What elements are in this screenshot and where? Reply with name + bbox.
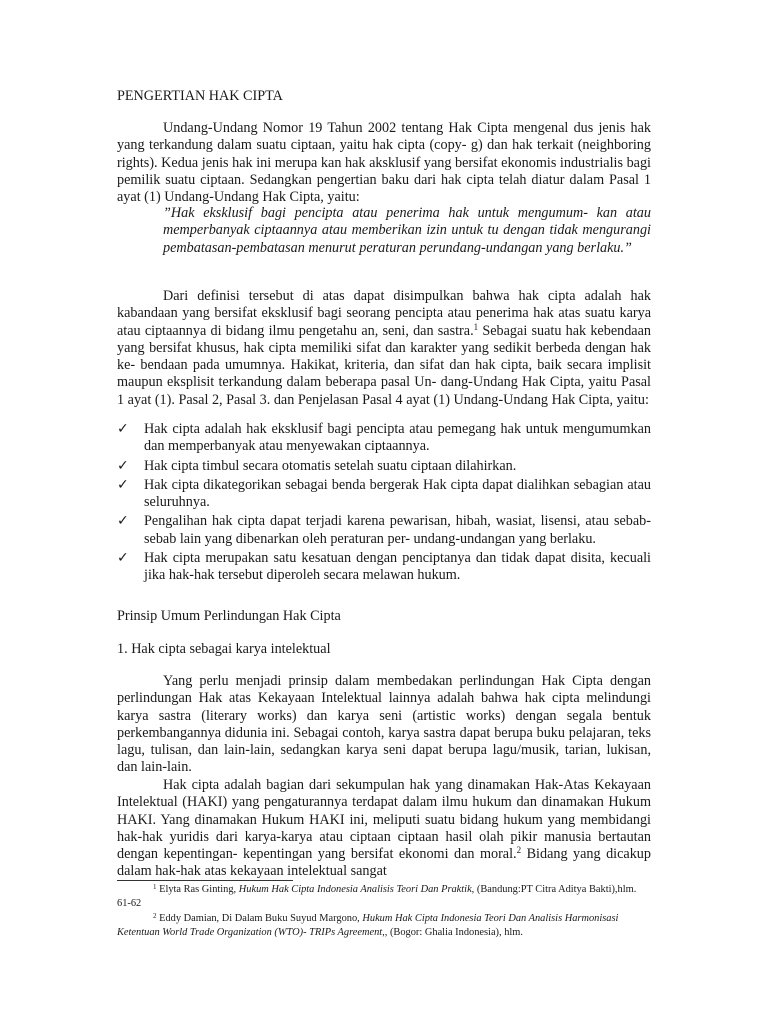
footnote-2: [117, 912, 651, 941]
footnote-1-number: 1: [153, 883, 157, 891]
checkmark-icon: ✓: [117, 457, 129, 474]
checklist-item-text: Hak cipta adalah hak eksklusif bagi pencipta atau pemegang hak untuk mengumumkan dan memperbanyak atau menyewakan ciptaannya.: [144, 421, 651, 455]
footnote-2-author: Eddy Damian, Di Dalam Buku Suyud Margono,: [156, 912, 363, 924]
checklist-item-text: Hak cipta timbul secara otomatis setelah suatu ciptaan dilahirkan.: [144, 457, 517, 474]
paragraph-conclusion: [117, 288, 651, 409]
checklist-item: [117, 550, 651, 585]
checkmark-icon: ✓: [117, 476, 129, 493]
footnote-ref-2: 2: [516, 845, 522, 856]
paragraph-haki: [117, 777, 651, 881]
footnote-2-number: 2: [153, 911, 157, 920]
section-heading-prinsip: Prinsip Umum Perlindungan Hak Cipta: [117, 608, 341, 624]
document-title: PENGERTIAN HAK CIPTA: [117, 88, 283, 104]
paragraph-intro: Undang-Undang Nomor 19 Tahun 2002 tentang Hak Cipta mengenal dus jenis hak yang terkandung dalam suatu ciptaan, yaitu hak cipta (copy- g) dan hak terkait (neighboring rights). Kedua jenis hak ini merupa kan hak aksklusif yang bersifat ekonomis industrialis bagi pemilik suatu ciptaan. Sedangkan pengertian baku dari hak cipta telah diatur dalam Pasal 1 ayat (1) Undang-Undang Hak Cipta, yaitu:: [117, 120, 651, 206]
footnote-1-publisher: (Bandung:PT Citra Aditya Bakti),hlm. 61-62: [117, 884, 637, 910]
blockquote-definition: ”Hak eksklusif bagi pencipta atau penerima hak untuk mengumum- kan atau memperbanyak ciptaannya atau memberikan izin untuk tu dengan tidak mengurangi pembatasan-pembatasan menurut peraturan perundang-undangan yang berlaku.”: [163, 205, 651, 256]
paragraph-conclusion-text-b: Sebagai suatu hak kebendaan yang bersifat khusus, hak cipta memiliki sifat dan karakter yang sedikit berbeda dengan hak ke- bendaan pada umumnya. Hakikat, kriteria, dan sifat dan hak cipta, baik secara implisit maupun eksplisit terkandung dalam beberapa pasal Un- dang-Undang Hak Cipta, yaitu Pasal 1 ayat (1). Pasal 2, Pasal 3. dan Penjelasan Pasal 4 ayat (1) Undang-Undang Hak Cipta, yaitu:: [117, 322, 651, 408]
footnote-1-title: Hukum Hak Cipta Indonesia Analisis Teori Dan Praktik,: [238, 884, 475, 895]
footnote-separator: [117, 880, 293, 881]
checklist-item-text: Pengalihan hak cipta dapat terjadi karena pewarisan, hibah, wasiat, lisensi, atau sebab-sebab lain yang dibenarkan oleh peraturan per- undang-undangan yang berlaku.: [144, 513, 651, 547]
checkmark-icon: ✓: [117, 513, 129, 530]
footnote-2-publisher: , (Bogor: Ghalia Indonesia), hlm.: [384, 927, 523, 939]
checklist-item: [117, 513, 651, 548]
checklist: [117, 421, 651, 587]
paragraph-principle: Yang perlu menjadi prinsip dalam membedakan perlindungan Hak Cipta dengan perlindungan Hak atas Kekayaan Intelektual lainnya adalah bahwa hak cipta melindungi karya sastra (literary works) dan karya seni (artistic works) dengan segala bentuk perkembangannya didunia ini. Sebagai contoh, karya sastra dapat berupa buku pelajaran, teks lagu, tulisan, dan lain-lain, sedangkan karya seni dapat berupa lagu/musik, tarian, lukisan, dan lain-lain.: [117, 673, 651, 776]
footnote-2-title: Hukum Hak Cipta Indonesia Teori Dan Analisis Harmonisasi Ketentuan World Trade Organization (WTO)- TRIPs Agreement,: [117, 912, 619, 939]
checkmark-icon: ✓: [117, 550, 129, 567]
footnote-1-author: Elyta Ras Ginting,: [156, 884, 239, 895]
checklist-item: [117, 421, 651, 456]
paragraph-haki-text-a: Hak cipta adalah bagian dari sekumpulan hak yang dinamakan Hak-Atas Kekayaan Intelektual (HAKI) yang pengaturannya terdapat dalam ilmu hukum dan dinamakan Hukum HAKI. Yang dinamakan Hukum HAKI ini, meliputi suatu bidang hukum yang membidangi hak-hak yuridis dari karya-karya atau ciptaan ciptaan hasil olah pikir manusia bertautan dengan kepentingan- kepentingan yang bersifat ekonomi dan moral.: [117, 777, 651, 863]
checklist-item-text: Hak cipta merupakan satu kesatuan dengan penciptanya dan tidak dapat disita, kecuali jika hak-hak tersebut diperoleh secara melawan hukum.: [144, 550, 651, 584]
footnote-ref-1: 1: [473, 321, 479, 332]
subsection-heading-karya-intelektual: 1. Hak cipta sebagai karya intelektual: [117, 641, 331, 657]
checklist-item: [117, 458, 651, 475]
paragraph-conclusion-text-a: Dari definisi tersebut di atas dapat disimpulkan bahwa hak cipta adalah hak kabandaan yang bersifat eksklusif bagi seorang pencipta atau penerima hak atas suatu karya atau ciptaannya di bidang ilmu pengetahu an, seni, dan sastra.: [117, 288, 651, 339]
footnotes: [117, 883, 651, 941]
checkmark-icon: ✓: [117, 421, 129, 437]
footnote-1: [117, 883, 651, 912]
checklist-item-text: Hak cipta dikategorikan sebagai benda bergerak Hak cipta dapat dialihkan sebagian atau seluruhnya.: [144, 476, 651, 511]
checklist-item: [117, 477, 651, 512]
paragraph-haki-text-b: Bidang yang dicakup dalam hak-hak atas kekayaan intelektual sangat: [117, 846, 651, 880]
